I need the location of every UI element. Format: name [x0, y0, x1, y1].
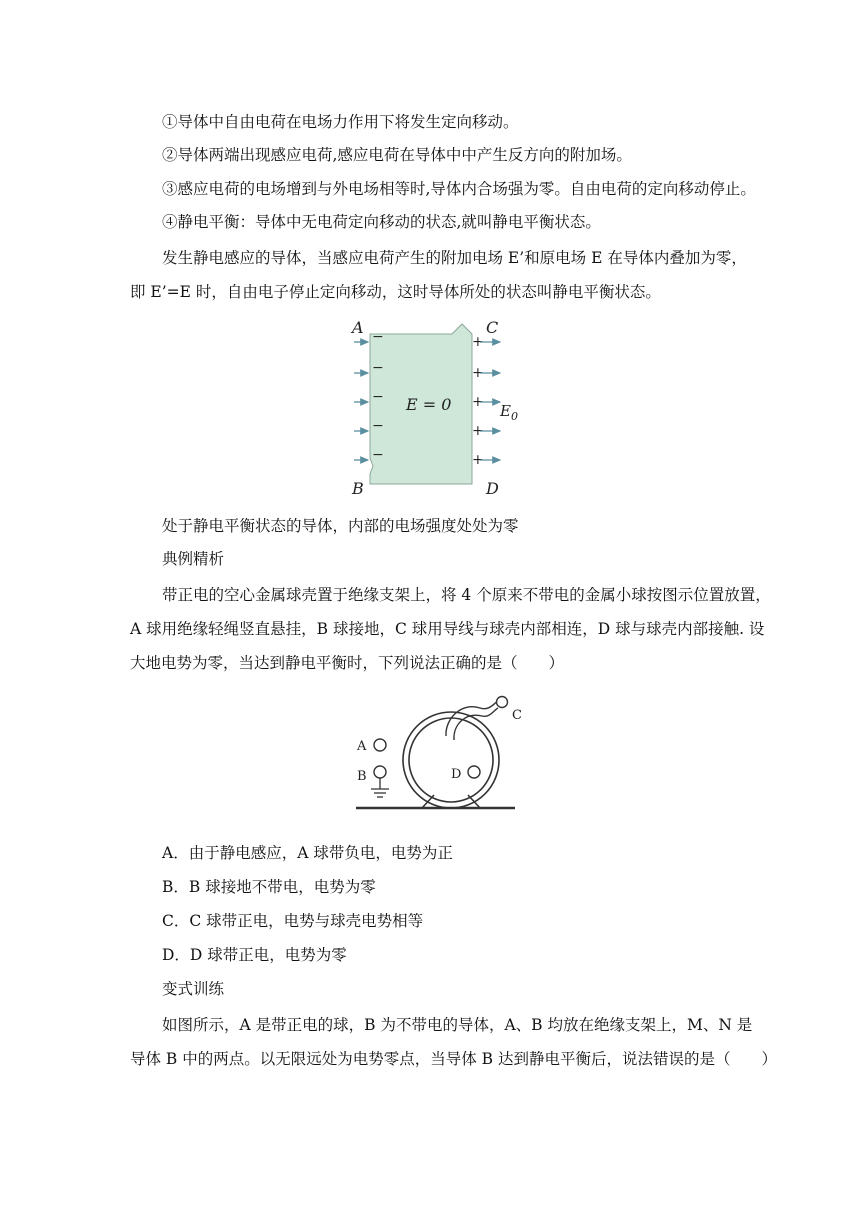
- figure-caption: 处于静电平衡状态的导体，内部的电场强度处处为零: [162, 517, 519, 535]
- ball-d: [468, 766, 480, 778]
- paragraph-5-line-2: 即 E’=E 时，自由电子停止定向移动，这时导体所处的状态叫静电平衡状态。: [130, 283, 661, 301]
- svg-text:−: −: [372, 389, 384, 405]
- svg-text:+: +: [472, 334, 484, 350]
- svg-text:A: A: [357, 739, 367, 754]
- option-a: A．由于静电感应，A 球带负电，电势为正: [162, 844, 453, 862]
- label-b: B: [352, 479, 364, 498]
- field-inside-label: E = 0: [406, 395, 452, 414]
- ground-symbol: [371, 778, 389, 797]
- label-d: D: [486, 479, 499, 498]
- label-a: A: [352, 318, 364, 337]
- svg-text:+: +: [472, 365, 484, 381]
- metal-shell-figure: [350, 688, 530, 812]
- ball-c: [497, 697, 508, 708]
- svg-text:C: C: [512, 708, 522, 723]
- paragraph-3: ③感应电荷的电场增到与外电场相等时,导体内合场强为零。自由电荷的定向移动停止。: [162, 180, 756, 198]
- conductor-equilibrium-figure: [340, 316, 540, 501]
- field-outside-label: $E_0$: [500, 402, 518, 423]
- option-c: C．C 球带正电，电势与球壳电势相等: [162, 912, 424, 930]
- svg-text:+: +: [472, 394, 484, 410]
- shell-outer: [403, 712, 499, 808]
- plus-charges: [472, 334, 484, 468]
- svg-text:−: −: [372, 329, 384, 345]
- ball-b: [374, 766, 386, 778]
- label-c: C: [486, 318, 499, 337]
- svg-text:B: B: [357, 769, 367, 784]
- example-heading: 典例精析: [162, 550, 225, 568]
- svg-text:−: −: [372, 418, 384, 434]
- option-b: B．B 球接地不带电，电势为零: [162, 878, 376, 896]
- question-2-line-1: 如图所示，A 是带正电的球，B 为不带电的导体，A、B 均放在绝缘支架上，M、N 是: [162, 1016, 753, 1034]
- shell-inner: [409, 718, 493, 802]
- question-1-line-2: A 球用绝缘轻绳竖直悬挂，B 球接地，C 球用导线与球壳内部相连，D 球与球壳内部接触. 设: [130, 620, 765, 638]
- svg-text:+: +: [472, 423, 484, 439]
- svg-text:−: −: [372, 360, 384, 376]
- option-d: D．D 球带正电，电势为零: [162, 946, 347, 964]
- svg-text:+: +: [472, 452, 484, 468]
- svg-text:−: −: [372, 447, 384, 463]
- svg-text:D: D: [451, 767, 462, 782]
- left-arrows: [354, 342, 368, 460]
- variant-heading: 变式训练: [162, 980, 225, 998]
- question-1-line-1: 带正电的空心金属球壳置于绝缘支架上，将 4 个原来不带电的金属小球按图示位置放置，: [162, 586, 771, 604]
- paragraph-1: ①导体中自由电荷在电场力作用下将发生定向移动。: [162, 113, 519, 131]
- question-1-line-3: 大地电势为零，当达到静电平衡时，下列说法正确的是（ ）: [130, 654, 565, 672]
- paragraph-5-line-1: 发生静电感应的导体，当感应电荷产生的附加电场 E’和原电场 E 在导体内叠加为零，: [162, 249, 747, 267]
- paragraph-2: ②导体两端出现感应电荷,感应电荷在导体中中产生反方向的附加场。: [162, 146, 632, 164]
- question-2-line-2: 导体 B 中的两点。以无限远处为电势零点，当导体 B 达到静电平衡后，说法错误的是（ ）: [130, 1050, 777, 1068]
- ball-a: [374, 739, 386, 751]
- paragraph-4: ④静电平衡：导体中无电荷定向移动的状态,就叫静电平衡状态。: [162, 213, 601, 231]
